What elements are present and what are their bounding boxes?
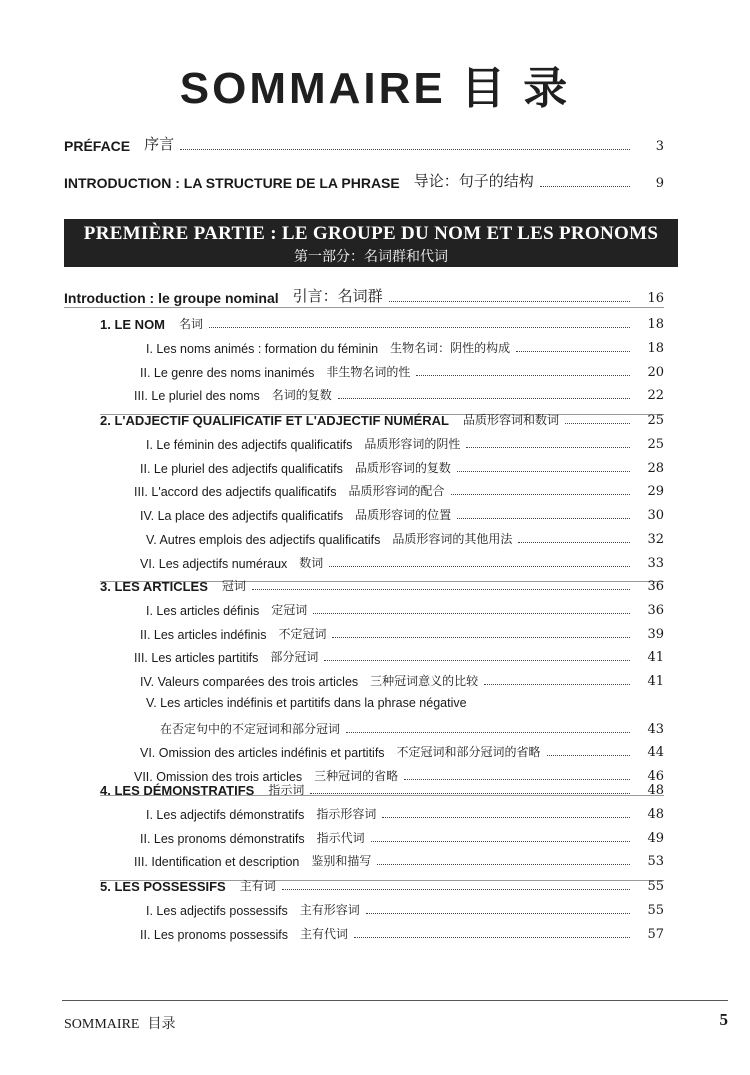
- dot-leader: [457, 471, 630, 472]
- item-label-zh: 名词的复数: [271, 388, 332, 403]
- toc-item[interactable]: [140, 506, 664, 523]
- page-number: 53: [647, 854, 664, 870]
- item-label: III. Les articles partitifs: [134, 651, 259, 666]
- dot-leader: [377, 864, 630, 865]
- page-number: 43: [647, 721, 664, 737]
- page-number: 48: [647, 807, 664, 822]
- footer-label-fr: SOMMAIRE: [64, 1017, 140, 1032]
- page-number: 18: [647, 341, 664, 356]
- entry-label: INTRODUCTION : LA STRUCTURE DE LA PHRASE: [64, 175, 400, 191]
- section-label-zh: 品质形容词和数词: [463, 413, 560, 427]
- item-label-zh: 指示形容词: [316, 807, 377, 821]
- entry-label: Introduction : le groupe nominal: [64, 290, 279, 306]
- item-label-zh: 品质形容词的阴性: [364, 437, 461, 451]
- toc-item[interactable]: [146, 696, 664, 710]
- page-number: 22: [647, 388, 664, 404]
- item-label-zh: 三种冠词意义的比较: [370, 674, 479, 689]
- page-number: 25: [647, 437, 664, 452]
- item-label: VI. Omission des articles indéfinis et partitifs: [140, 746, 385, 761]
- dot-leader: [565, 423, 630, 424]
- item-label: V. Autres emplois des adjectifs qualificatifs: [146, 532, 381, 547]
- item-label: III. Le pluriel des noms: [134, 389, 260, 404]
- dot-leader: [180, 149, 630, 150]
- toc-section[interactable]: [100, 411, 664, 428]
- toc-item[interactable]: [146, 901, 664, 918]
- item-label: IV. Valeurs comparées des trois articles: [140, 675, 359, 690]
- toc-item[interactable]: [146, 601, 664, 618]
- toc-entry-introduction[interactable]: [64, 170, 664, 191]
- item-label: III. L'accord des adjectifs qualificatifs: [134, 485, 337, 500]
- toc-section[interactable]: [100, 315, 664, 332]
- dot-leader: [547, 755, 630, 756]
- page-number: 25: [647, 413, 664, 428]
- item-label-zh: 数词: [299, 555, 324, 570]
- dot-leader: [324, 660, 630, 661]
- toc-item[interactable]: [146, 530, 664, 547]
- page-number: 48: [647, 783, 664, 798]
- dot-leader: [518, 542, 630, 543]
- toc-entry-intro-nominal[interactable]: [64, 285, 664, 306]
- item-label-zh: 品质形容词的配合: [348, 484, 445, 499]
- page-number: 16: [647, 291, 664, 306]
- page-number: 32: [647, 531, 664, 547]
- dot-leader: [389, 301, 630, 302]
- page-number: 30: [647, 508, 664, 524]
- dot-leader: [382, 817, 630, 818]
- item-label-zh: 非生物名词的性: [326, 364, 411, 379]
- divider: [64, 307, 664, 308]
- toc-item[interactable]: [140, 925, 664, 942]
- item-label-zh: 品质形容词的其他用法: [392, 531, 513, 546]
- section-label-zh: 冠词: [221, 579, 246, 593]
- toc-item[interactable]: [146, 435, 664, 452]
- item-label: VI. Les adjectifs numéraux: [140, 556, 288, 571]
- dot-leader: [252, 589, 630, 590]
- toc-item[interactable]: [140, 554, 664, 571]
- toc-item[interactable]: [146, 805, 664, 822]
- dot-leader: [457, 518, 630, 519]
- section-label: 2. L'ADJECTIF QUALIFICATIF ET L'ADJECTIF NUMÉRAL: [100, 413, 449, 428]
- page-number: 44: [647, 745, 664, 761]
- item-label-zh: 品质形容词的位置: [355, 508, 452, 523]
- item-label-zh: 不定冠词: [278, 626, 327, 641]
- toc-item[interactable]: [140, 672, 664, 689]
- page-number: 41: [647, 674, 664, 690]
- page-number: 57: [647, 926, 664, 942]
- item-label-zh: 定冠词: [271, 603, 308, 617]
- item-label-zh: 在否定句中的不定冠词和部分冠词: [160, 721, 341, 736]
- toc-item[interactable]: [146, 339, 664, 356]
- page-number: 49: [647, 830, 664, 846]
- page-title: SOMMAIRE 目 录: [179, 64, 571, 113]
- item-label-zh: 鉴别和描写: [311, 854, 372, 869]
- item-label: I. Les adjectifs démonstratifs: [146, 808, 305, 822]
- page-number: 3: [655, 139, 664, 154]
- entry-label-zh: 序言: [144, 135, 175, 153]
- section-label-zh: 名词: [179, 317, 204, 331]
- dot-leader: [282, 889, 630, 890]
- dot-leader: [338, 398, 630, 399]
- item-label-zh: 生物名词：阴性的构成: [390, 341, 511, 355]
- toc-item[interactable]: [140, 363, 664, 380]
- dot-leader: [354, 937, 630, 938]
- toc-item[interactable]: [140, 829, 664, 846]
- dot-leader: [329, 566, 630, 567]
- item-label-zh: 主有代词: [299, 926, 348, 941]
- toc-item[interactable]: [134, 386, 664, 403]
- dot-leader: [516, 351, 630, 352]
- entry-label-zh: 引言：名词群: [292, 287, 383, 305]
- page-number: 29: [647, 484, 664, 500]
- footer-label: [64, 1013, 175, 1033]
- toc-item[interactable]: [140, 625, 664, 642]
- section-label: 1. LE NOM: [100, 317, 166, 332]
- section-label-zh: 指示词: [268, 783, 305, 797]
- item-label: VII. Omission des trois articles: [134, 769, 303, 784]
- dot-leader: [540, 186, 630, 187]
- toc-item[interactable]: [140, 743, 664, 760]
- entry-label: PRÉFACE: [64, 138, 131, 154]
- page-number: 36: [647, 603, 664, 618]
- item-label-zh: 不定冠词和部分冠词的省略: [396, 745, 541, 760]
- dot-leader: [209, 327, 630, 328]
- section-label: 4. LES DÉMONSTRATIFS: [100, 783, 255, 798]
- toc-item[interactable]: [134, 482, 664, 499]
- toc-item[interactable]: [134, 648, 664, 665]
- dot-leader: [404, 779, 630, 780]
- page-number: 41: [647, 650, 664, 666]
- item-label-zh: 三种冠词的省略: [314, 768, 399, 783]
- dot-leader: [451, 494, 631, 495]
- toc-section[interactable]: [100, 781, 664, 798]
- toc-entry-preface[interactable]: [64, 133, 664, 154]
- toc-item[interactable]: [160, 720, 664, 737]
- dot-leader: [346, 732, 630, 733]
- entry-label-zh: 导论：句子的结构: [413, 172, 534, 190]
- page-number: 55: [647, 879, 664, 894]
- footer-label-zh: 目录: [147, 1016, 176, 1032]
- item-label: I. Les adjectifs possessifs: [146, 904, 288, 918]
- item-label: I. Les articles définis: [146, 604, 260, 618]
- toc-section[interactable]: [100, 877, 664, 894]
- dot-leader: [310, 793, 630, 794]
- page-number: 28: [647, 460, 664, 476]
- part-title-zh: 第一部分：名词群和代词: [294, 249, 448, 265]
- item-label: II. Les pronoms possessifs: [140, 927, 288, 942]
- page-number: 46: [647, 768, 664, 784]
- dot-leader: [484, 684, 630, 685]
- page-number: 18: [647, 317, 664, 332]
- dot-leader: [466, 447, 630, 448]
- page-number: 20: [647, 364, 664, 380]
- part-title: PREMIÈRE PARTIE : LE GROUPE DU NOM ET LES PRONOMS: [83, 223, 659, 244]
- part-banner: [64, 219, 678, 267]
- dot-leader: [313, 613, 630, 614]
- section-label: 3. LES ARTICLES: [100, 579, 208, 594]
- dot-leader: [366, 913, 630, 914]
- dot-leader: [416, 375, 630, 376]
- item-label: V. Les articles indéfinis et partitifs dans la phrase négative: [146, 695, 467, 710]
- item-label: II. Les pronoms démonstratifs: [140, 831, 305, 846]
- toc-item[interactable]: [134, 852, 664, 869]
- item-label-zh: 指示代词: [316, 830, 365, 845]
- footer-page-number: 5: [719, 1010, 728, 1029]
- page-number: 39: [647, 626, 664, 642]
- item-label: III. Identification et description: [134, 855, 300, 870]
- toc-item[interactable]: [140, 459, 664, 476]
- dot-leader: [332, 637, 630, 638]
- toc-section[interactable]: [100, 577, 664, 594]
- page-number: 36: [647, 579, 664, 594]
- item-label: II. Le genre des noms inanimés: [140, 365, 315, 380]
- item-label-zh: 部分冠词: [270, 650, 319, 665]
- item-label: II. Le pluriel des adjectifs qualificatifs: [140, 461, 343, 476]
- page-number: 55: [647, 903, 664, 918]
- page-number: 33: [647, 555, 664, 571]
- item-label: II. Les articles indéfinis: [140, 627, 267, 642]
- item-label: IV. La place des adjectifs qualificatifs: [140, 509, 344, 524]
- item-label: I. Le féminin des adjectifs qualificatifs: [146, 438, 353, 452]
- item-label-zh: 主有形容词: [299, 903, 360, 917]
- item-label: I. Les noms animés : formation du féminin: [146, 342, 379, 356]
- section-label: 5. LES POSSESSIFS: [100, 879, 226, 894]
- dot-leader: [371, 841, 630, 842]
- page-number: 9: [655, 176, 664, 191]
- item-label-zh: 品质形容词的复数: [354, 460, 451, 475]
- section-label-zh: 主有词: [239, 879, 276, 893]
- footer-divider: [62, 1000, 728, 1001]
